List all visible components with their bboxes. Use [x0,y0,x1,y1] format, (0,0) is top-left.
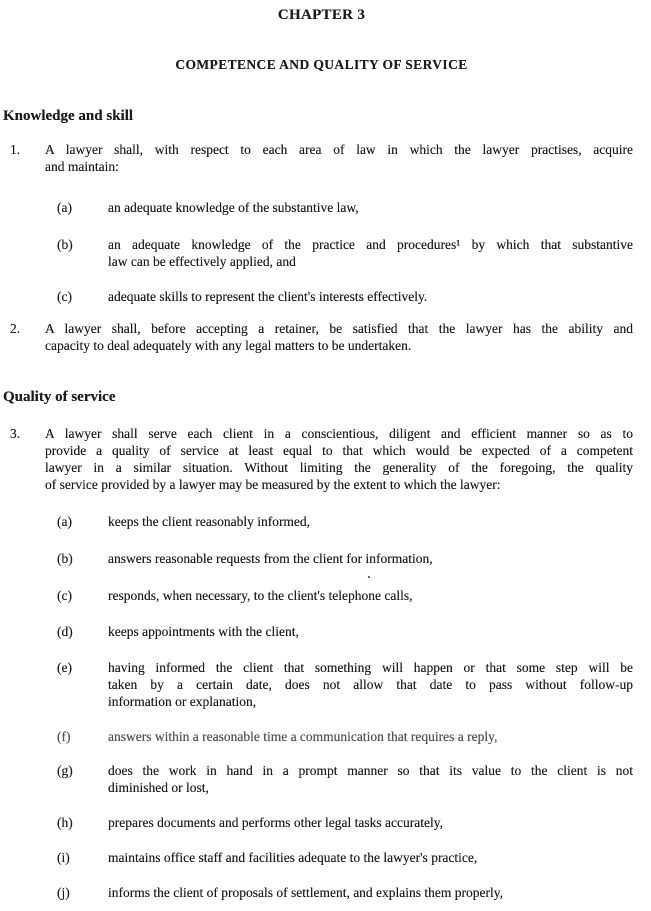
rule-3-sub-e-label: (e) [57,660,72,675]
rule-1-sub-a-label: (a) [57,200,72,215]
rule-3-sub-b-text: answers reasonable requests from the client for information, [108,551,433,566]
rule-3-sub-d-label: (d) [57,624,73,639]
rule-3-sub-e [57,659,633,710]
rule-3-sub-g [57,762,633,796]
rule-3-sub-d [57,623,633,640]
rule-3-line-2: provide a quality of service at least equal to that which would be expected of a competent [45,443,633,458]
rule-3-sub-e-line-1: having informed the client that something will happen or that some step will be [108,660,633,675]
rule-3-sub-j-text: informs the client of proposals of settlement, and explains them properly, [108,885,504,900]
rule-3-sub-f-label: (f) [57,729,71,744]
rule-3-sub-g-text [108,762,633,796]
rule-2-line-1: A lawyer shall, before accepting a retainer, be satisfied that the lawyer has the ability and [45,321,633,336]
rule-3-sub-j [57,884,633,901]
rule-3-sub-i-text: maintains office staff and facilities adequate to the lawyer's practice, [108,850,478,865]
rule-2-number: 2. [10,321,21,336]
section-heading-quality-of-service: Quality of service [3,389,116,405]
rule-1-line-1: A lawyer shall, with respect to each area of law in which the lawyer practises, acquire [45,142,633,157]
rule-2-text [45,320,633,354]
rule-2 [10,320,633,354]
rule-3-sub-b-label: (b) [57,551,73,566]
rule-3-sub-c [57,587,633,604]
rule-3-text [45,425,633,493]
rule-1-sub-b-label: (b) [57,237,73,252]
rule-3-sub-g-line-2: diminished or lost, [108,780,209,795]
rule-3-sub-a [57,513,633,530]
scan-artifact-dot [368,576,370,578]
rule-3-sub-d-text: keeps appointments with the client, [108,624,299,639]
rule-3-sub-i-label: (i) [57,850,70,865]
rule-2-line-2: capacity to deal adequately with any legal matters to be undertaken. [45,338,412,353]
rule-3-number: 3. [10,426,21,441]
rule-3-sub-a-text: keeps the client reasonably informed, [108,514,311,529]
rule-3-sub-g-line-1: does the work in hand in a prompt manner so that its value to the client is not [108,763,633,778]
rule-3-sub-e-text [108,659,633,710]
chapter-heading: CHAPTER 3 [277,7,366,23]
rule-3-sub-h-label: (h) [57,815,73,830]
rule-1-sub-b-line-1: an adequate knowledge of the practice and procedures¹ by which that substantive [108,237,633,252]
rule-3-sub-e-line-3: information or explanation, [108,694,257,709]
rule-1-sub-a [57,199,633,216]
rule-3-sub-f [57,728,633,745]
rule-3-sub-g-label: (g) [57,763,73,778]
rule-1 [10,141,633,175]
rule-1-sub-b [57,236,633,270]
rule-1-number: 1. [10,142,21,157]
rule-3-sub-i [57,849,633,866]
rule-3-line-3: lawyer in a similar situation. Without limiting the generality of the foregoing, the quality [45,460,633,475]
rule-3-line-1: A lawyer shall serve each client in a conscientious, diligent and efficient manner so as to [45,426,633,441]
rule-3 [10,425,633,493]
rule-3-sub-f-text: answers within a reasonable time a communication that requires a reply, [108,729,498,744]
rule-3-sub-h-text: prepares documents and performs other legal tasks accurately, [108,815,443,830]
rule-1-sub-b-line-2: law can be effectively applied, and [108,254,296,269]
rule-1-sub-a-text: an adequate knowledge of the substantive law, [108,200,359,215]
rule-1-line-2: and maintain: [45,159,119,174]
rule-3-sub-j-label: (j) [57,885,70,900]
rule-1-sub-b-text [108,236,633,270]
rule-3-line-4: of service provided by a lawyer may be measured by the extent to which the lawyer: [45,477,501,492]
rule-3-sub-c-label: (c) [57,588,72,603]
rule-1-sub-c-label: (c) [57,289,72,304]
rule-3-sub-e-line-2: taken by a certain date, does not allow that date to pass without follow-up [108,677,633,692]
rule-3-sub-h [57,814,633,831]
rule-3-sub-b [57,550,633,567]
rule-1-sub-c-text: adequate skills to represent the client's interests effectively. [108,289,428,304]
rule-3-sub-a-label: (a) [57,514,72,529]
section-heading-knowledge-and-skill: Knowledge and skill [3,108,134,124]
rule-1-sub-c [57,288,633,305]
rule-3-sub-c-text: responds, when necessary, to the client's telephone calls, [108,588,413,603]
rule-1-text [45,141,633,175]
document-title: COMPETENCE AND QUALITY OF SERVICE [175,57,468,72]
